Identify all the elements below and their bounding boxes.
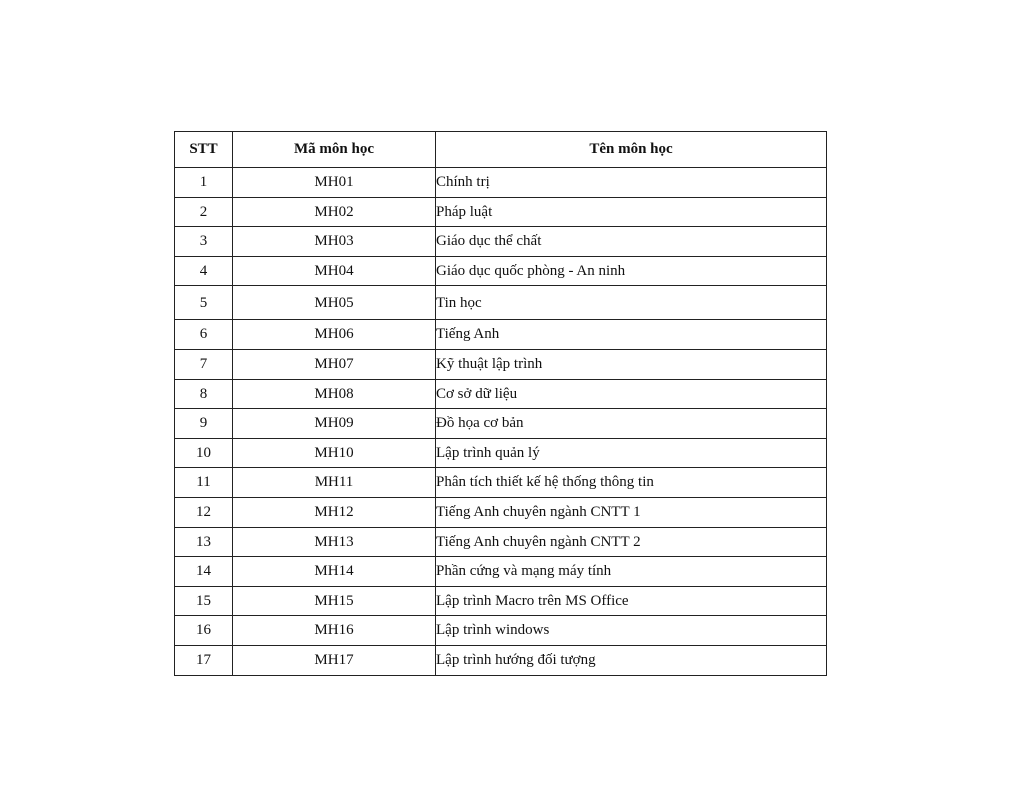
cell-subject-code: MH07 [233,349,436,379]
cell-subject-name: Đồ họa cơ bản [436,409,827,439]
table-row [175,468,827,498]
header-row [175,132,827,168]
cell-stt: 13 [175,527,233,557]
cell-stt: 9 [175,409,233,439]
cell-subject-name: Cơ sở dữ liệu [436,379,827,409]
table-row [175,379,827,409]
cell-subject-code: MH01 [233,168,436,198]
cell-subject-code: MH13 [233,527,436,557]
cell-stt: 7 [175,349,233,379]
cell-stt: 4 [175,256,233,286]
cell-subject-code: MH05 [233,286,436,320]
table-header [175,132,827,168]
cell-subject-name: Pháp luật [436,197,827,227]
cell-subject-code: MH11 [233,468,436,498]
cell-subject-name: Giáo dục thể chất [436,227,827,257]
cell-stt: 16 [175,616,233,646]
cell-subject-code: MH12 [233,497,436,527]
cell-subject-name: Tiếng Anh chuyên ngành CNTT 1 [436,497,827,527]
cell-subject-code: MH04 [233,256,436,286]
cell-stt: 3 [175,227,233,257]
table-body [175,168,827,676]
cell-subject-code: MH10 [233,438,436,468]
cell-stt: 10 [175,438,233,468]
cell-subject-name: Tiếng Anh chuyên ngành CNTT 2 [436,527,827,557]
table-row [175,645,827,675]
table-row [175,586,827,616]
cell-stt: 6 [175,320,233,350]
cell-subject-name: Phần cứng và mạng máy tính [436,557,827,587]
cell-subject-code: MH02 [233,197,436,227]
table-row [175,349,827,379]
cell-subject-code: MH14 [233,557,436,587]
cell-stt: 15 [175,586,233,616]
table-row [175,256,827,286]
table-row [175,320,827,350]
table-row [175,286,827,320]
cell-subject-name: Phân tích thiết kế hệ thống thông tin [436,468,827,498]
cell-stt: 14 [175,557,233,587]
table-row [175,557,827,587]
cell-subject-name: Tin học [436,286,827,320]
cell-subject-code: MH09 [233,409,436,439]
cell-subject-name: Kỹ thuật lập trình [436,349,827,379]
table-row [175,197,827,227]
table-row [175,616,827,646]
table-row [175,227,827,257]
table-row [175,409,827,439]
cell-stt: 2 [175,197,233,227]
table-row [175,527,827,557]
cell-subject-name: Lập trình Macro trên MS Office [436,586,827,616]
table-row [175,497,827,527]
cell-subject-name: Lập trình quản lý [436,438,827,468]
cell-subject-code: MH16 [233,616,436,646]
cell-subject-code: MH17 [233,645,436,675]
cell-subject-name: Giáo dục quốc phòng - An ninh [436,256,827,286]
cell-subject-code: MH03 [233,227,436,257]
cell-stt: 12 [175,497,233,527]
cell-subject-code: MH06 [233,320,436,350]
cell-subject-name: Lập trình windows [436,616,827,646]
subjects-table [174,131,827,676]
cell-stt: 8 [175,379,233,409]
table-row [175,168,827,198]
cell-subject-code: MH08 [233,379,436,409]
cell-subject-name: Lập trình hướng đối tượng [436,645,827,675]
header-subject-code: Mã môn học [233,132,436,168]
cell-subject-code: MH15 [233,586,436,616]
cell-stt: 11 [175,468,233,498]
cell-subject-name: Chính trị [436,168,827,198]
table-row [175,438,827,468]
header-stt: STT [175,132,233,168]
header-subject-name: Tên môn học [436,132,827,168]
cell-stt: 17 [175,645,233,675]
cell-stt: 1 [175,168,233,198]
cell-subject-name: Tiếng Anh [436,320,827,350]
cell-stt: 5 [175,286,233,320]
